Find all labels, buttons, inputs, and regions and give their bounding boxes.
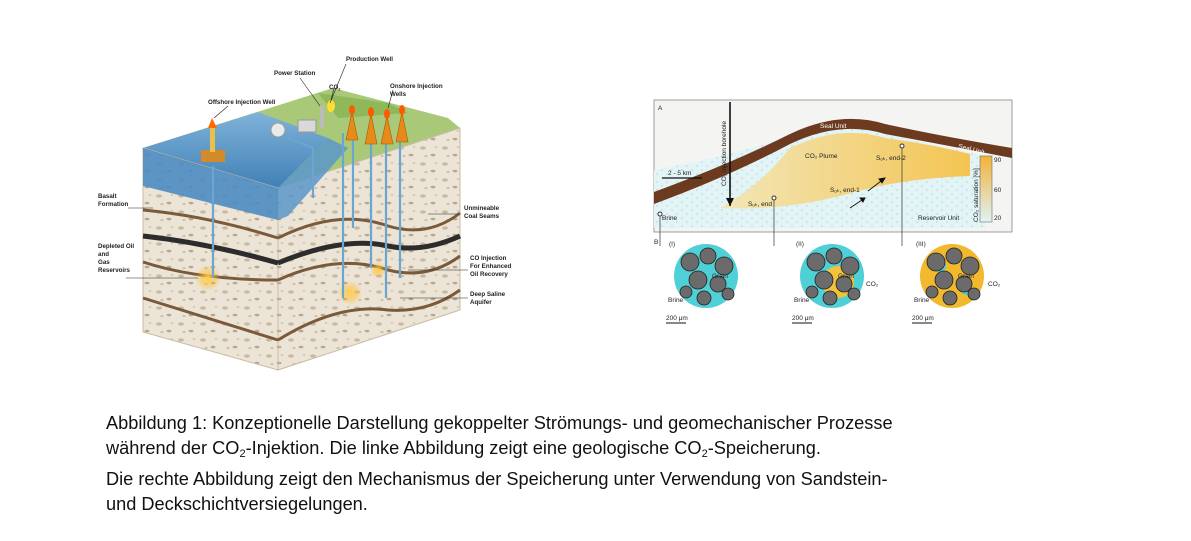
- grain-label-iii: Grain: [958, 273, 974, 280]
- brine-label: Brine: [662, 215, 678, 222]
- storage-mechanism-diagram: [640, 96, 1020, 328]
- production-well-label: Production Well: [346, 56, 393, 63]
- co2-plume-label: CO₂ Plume: [805, 153, 838, 160]
- depleted-label-4: Reservoirs: [98, 267, 130, 274]
- basalt-label-1: Basalt: [98, 193, 117, 200]
- co2-small-label-ii: CO₂: [866, 281, 879, 288]
- brine-small-label-iii: Brine: [914, 297, 930, 304]
- panel-b-label: B: [654, 239, 659, 246]
- coal-label-2: Coal Seams: [464, 213, 500, 220]
- geological-storage-diagram: [88, 48, 528, 378]
- pore-label-ii: (II): [796, 241, 804, 248]
- co-injection-label-3: Oil Recovery: [470, 271, 508, 278]
- seal-unit-label-2: Seal Unit: [957, 143, 985, 157]
- caption-line-1: Abbildung 1: Konzeptionelle Darstellung gekoppelter Strömungs- und geomechanischer Prozesse: [106, 413, 893, 433]
- brine-small-label-ii: Brine: [794, 297, 810, 304]
- saturation-tick-20: 20: [994, 215, 1002, 222]
- saturation-axis-label: CO₂ saturation [%]: [973, 168, 980, 222]
- caption-line-2: während der $CO_2$-Injektion. Die linke Abbildung zeigt eine geologische $CO_2$-Speicherung.: [106, 438, 821, 460]
- aquifer-label-1: Deep Saline: [470, 291, 506, 298]
- depleted-label-3: Gas: [98, 259, 110, 266]
- co2-small-label-iii: CO₂: [988, 281, 1001, 288]
- co-injection-label-2: For Enhanced: [470, 263, 512, 270]
- pore-label-iii: (III): [916, 241, 926, 248]
- pore-scale-i: [666, 241, 738, 322]
- onshore-wells-label-1: Onshore Injection: [390, 83, 443, 90]
- panel-a-label: A: [658, 105, 663, 112]
- scale-km-label: 2 - 5 km: [668, 170, 692, 177]
- caption-line-4: und Deckschichtversiegelungen.: [106, 494, 368, 514]
- grain-label-i: Grain: [712, 273, 728, 280]
- pore-scale-ii: [792, 241, 879, 322]
- seal-unit-label: Seal Unit: [820, 123, 847, 130]
- sw-end-2-label: Sₒₖ, end-2: [876, 155, 906, 162]
- pore-label-i: (I): [669, 241, 676, 248]
- caption-line-3: Die rechte Abbildung zeigt den Mechanismus der Speicherung unter Verwendung von Sandstein-: [106, 469, 888, 489]
- offshore-well-label: Offshore Injection Well: [208, 99, 276, 106]
- scale-um-label-i: 200 μm: [666, 315, 688, 322]
- sw-end-1-label: Sₒₖ, end-1: [830, 187, 860, 194]
- co-injection-label-1: CO Injection: [470, 255, 507, 262]
- scale-um-label-ii: 200 μm: [792, 315, 814, 322]
- scale-um-label-iii: 200 μm: [912, 315, 934, 322]
- brine-small-label-i: Brine: [668, 297, 684, 304]
- saturation-tick-60: 60: [994, 187, 1002, 194]
- aquifer-label-2: Aquifer: [470, 299, 492, 306]
- figure-caption: [106, 411, 1096, 517]
- power-station-label: Power Station: [274, 70, 316, 77]
- depleted-label-2: and: [98, 251, 110, 258]
- reservoir-unit-label: Reservoir Unit: [918, 215, 960, 222]
- sw-end-label: Sₒₖ, end: [748, 201, 773, 208]
- saturation-tick-90: 90: [994, 157, 1002, 164]
- coal-label-1: Unmineable: [464, 205, 500, 212]
- borehole-label: CO₂ injection borehole: [721, 120, 728, 186]
- co2-label: $CO_2$: [329, 84, 341, 92]
- basalt-label-2: Formation: [98, 201, 129, 208]
- onshore-wells-label-2: Wells: [390, 91, 407, 98]
- depleted-label-1: Depleted Oil: [98, 243, 135, 250]
- grain-label-ii: Grain: [838, 273, 854, 280]
- pore-scale-iii: [912, 241, 1001, 322]
